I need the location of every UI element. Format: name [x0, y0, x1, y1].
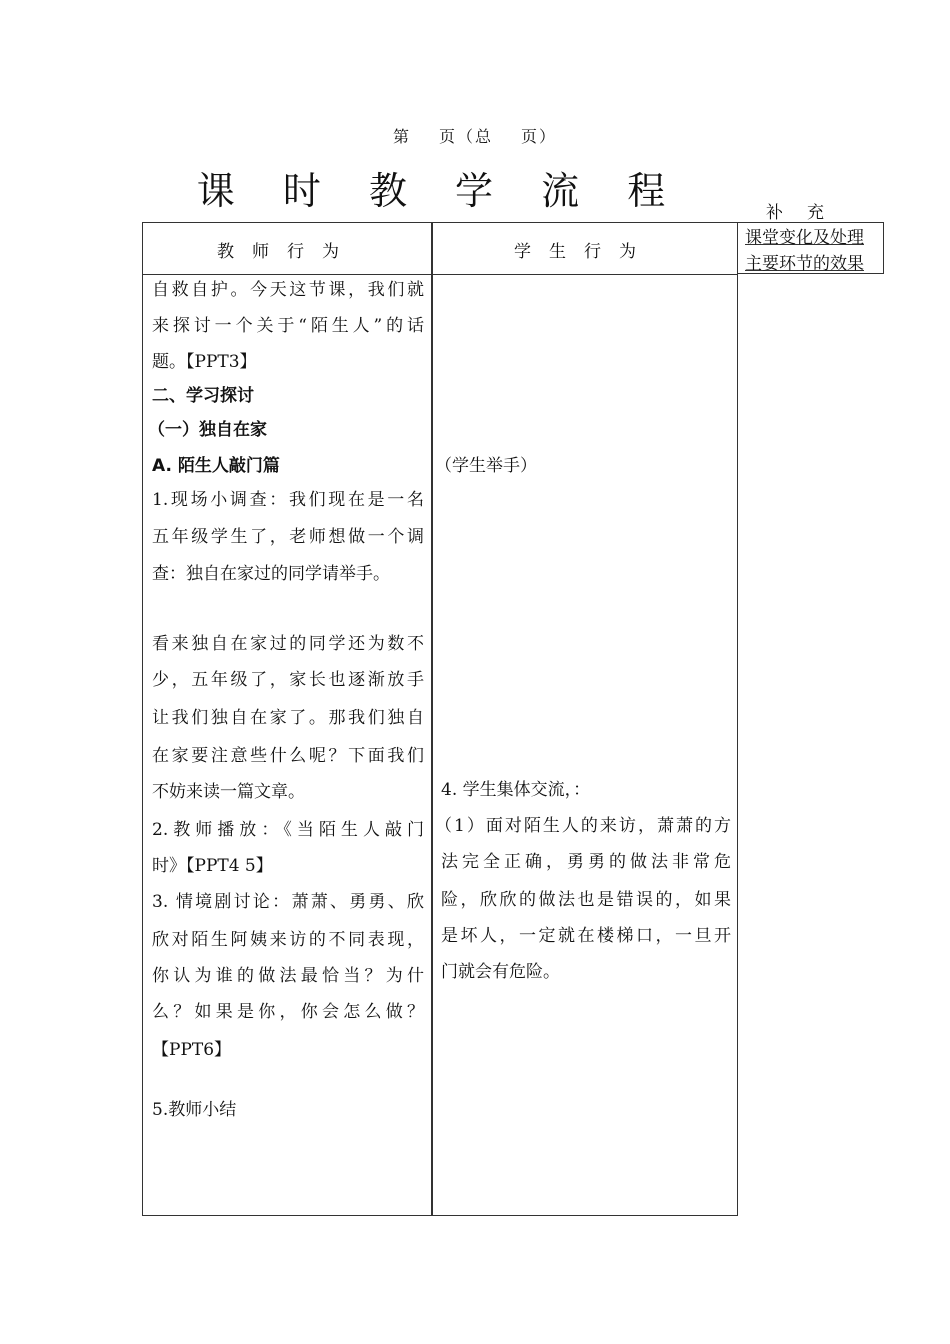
- student-line: 门就会有危险。: [441, 962, 560, 982]
- page-label-second: 页（总: [438, 127, 493, 146]
- student-line: 4. 学生集体交流，：: [441, 780, 591, 800]
- teacher-column-header: 教师行为: [217, 242, 357, 262]
- teacher-line: 时》【PPT4 5】: [152, 856, 273, 876]
- teacher-line: 1.现场小调查：我们现在是一名: [152, 490, 424, 510]
- subsection-heading: （一）独自在家: [148, 420, 267, 440]
- teacher-line: 欣对陌生阿姨来访的不同表现，: [152, 930, 424, 950]
- teacher-line: 五年级学生了，老师想做一个调: [152, 527, 424, 547]
- teacher-line: 不妨来读一篇文章。: [152, 782, 305, 802]
- student-line: （1）面对陌生人的来访，萧萧的方: [435, 816, 731, 836]
- teacher-line: 你认为谁的做法最恰当？为什: [152, 966, 424, 986]
- teacher-line: 么？如果是你，你会怎么做？: [152, 1002, 424, 1022]
- student-line: 险，欣欣的做法也是错误的，如果: [441, 890, 731, 910]
- table-header-row: [143, 223, 737, 275]
- student-column-header: 学生行为: [514, 242, 654, 262]
- teacher-line: 让我们独自在家了。那我们独自: [152, 708, 424, 728]
- supplement-label-a: 补: [766, 203, 785, 223]
- section-heading: 二、学习探讨: [152, 386, 254, 406]
- teacher-line: 自救自护。今天这节课，我们就: [152, 280, 424, 300]
- teacher-line: 3. 情境剧讨论：萧萧、勇勇、欣: [152, 892, 424, 912]
- teacher-line: 题。【PPT3】: [152, 352, 257, 372]
- notes-line-2: 主要环节的效果: [745, 254, 864, 274]
- student-line: 法完全正确，勇勇的做法非常危: [441, 852, 731, 872]
- student-line: （学生举手）: [435, 456, 537, 476]
- page-label-third: 页）: [521, 127, 558, 146]
- teacher-line: 在家要注意些什么呢？下面我们: [152, 746, 424, 766]
- teacher-line: 5.教师小结: [152, 1100, 237, 1120]
- page-title: 课 时 教 学 流 程: [196, 169, 684, 213]
- supplement-label-b: 充: [807, 203, 826, 223]
- page-number: [0, 124, 950, 147]
- student-line: 是坏人，一定就在楼梯口，一旦开: [441, 926, 731, 946]
- teacher-line: 来探讨一个关于“陌生人”的话: [152, 316, 424, 336]
- notes-column-header: [738, 222, 884, 274]
- teacher-line: 少，五年级了，家长也逐渐放手: [152, 670, 424, 690]
- column-divider: [431, 223, 433, 1215]
- supplement-header: [766, 198, 826, 223]
- notes-header-text: [745, 225, 864, 277]
- teacher-line: 【PPT6】: [152, 1040, 232, 1060]
- topic-heading: A. 陌生人敲门篇: [152, 456, 280, 476]
- notes-line-1: 课堂变化及处理: [745, 228, 864, 248]
- teacher-line: 2.教师播放：《当陌生人敲门: [152, 820, 424, 840]
- teacher-line: 查：独自在家过的同学请举手。: [152, 564, 390, 584]
- page-label-first: 第: [392, 127, 411, 146]
- teacher-line: 看来独自在家过的同学还为数不: [152, 634, 424, 654]
